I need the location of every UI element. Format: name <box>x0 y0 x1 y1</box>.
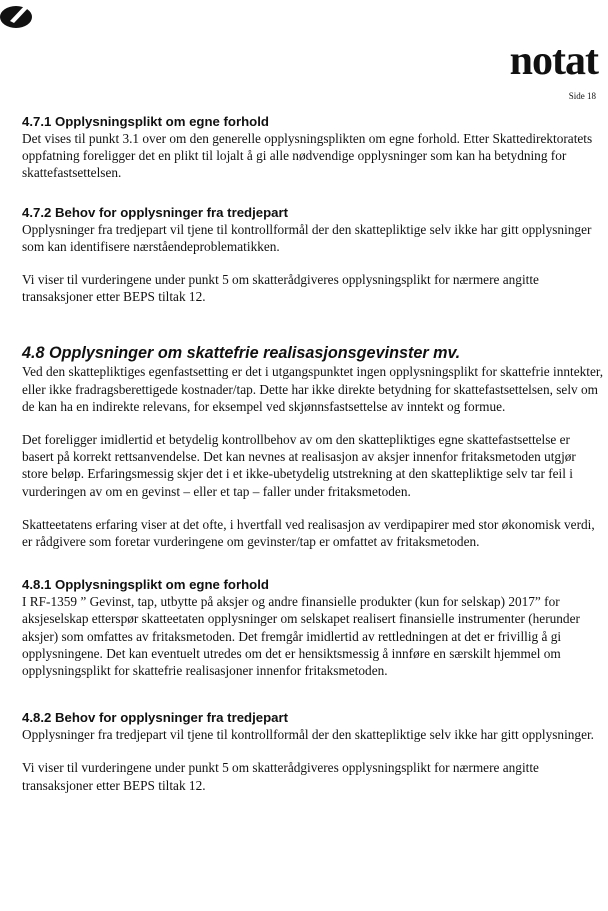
document-body <box>22 112 604 794</box>
paragraph: Skatteetatens erfaring viser at det ofte, i hvertfall ved realisasjon av verdipapirer med stor økonomisk verdi, er rådgivere som foretar vurderingene om gevinster/tap er omfattet av fritaksmetoden. <box>22 516 595 550</box>
tax-authority-logo-icon <box>0 0 36 35</box>
paragraph: Ved den skattepliktiges egenfastsetting er det i utgangspunktet ingen opplysningsplikt for skattefrie inntekter, eller ikke fradragsberettigede kostnader/tap. Dette har ikke direkte betydning for skattefastsettelsen, selv om de kan ha en indirekte relevans, for eksempel ved skjønnsfastsettelse av inntekt og formue. <box>22 364 604 414</box>
paragraph: Det foreligger imidlertid et betydelig kontrollbehov av om den skattepliktiges egne skattefastsettelse er basert på korrekt rettsanvendelse. Det kan nevnes at realisasjon av aksjer innenfor fritaksmetoden utgjør store beløp. Erfaringsmessig skjer det i et ikke-ubetydelig utstrekning at den skattepliktige selv tar feil i vurderingen av om en gevinst – eller et tap – faller under fritaksmetoden. <box>22 432 576 499</box>
section-heading-4-8-1: 4.8.1 Opplysningsplikt om egne forhold <box>22 577 269 593</box>
section-heading-4-7-2: 4.7.2 Behov for opplysninger fra tredjepart <box>22 204 289 220</box>
section-heading-4-7-1: 4.7.1 Opplysningsplikt om egne forhold <box>22 114 269 129</box>
document-type-title: notat <box>509 38 598 84</box>
section-heading-4-8: 4.8 Opplysninger om skattefrie realisasjonsgevinster mv. <box>22 344 461 363</box>
paragraph: Vi viser til vurderingene under punkt 5 om skatterådgiveres opplysningsplikt for nærmere angitte transaksjoner etter BEPS tiltak 12. <box>22 760 539 793</box>
paragraph: I RF-1359 ” Gevinst, tap, utbytte på aksjer og andre finansielle produkter (kun for selskap) 2017” for aksjeselskap etterspør skatteetaten opplysninger om selskapet realisert finansielle instrumenter (herunder aksjer) som omfattes av fritaksmetoden. Det fremgår imidlertid av rettledningen at det er frivillig å gi opplysningene. Det kan eventuelt utredes om det er hensiktsmessig å innføre en særskilt hjemmel om opplysningsplikt for skattefrie realisasjoner innenfor fritaksmetoden. <box>22 594 580 679</box>
section-heading-4-8-2: 4.8.2 Behov for opplysninger fra tredjepart <box>22 710 289 726</box>
page-number: Side 18 <box>568 91 596 101</box>
paragraph: Det vises til punkt 3.1 over om den generelle opplysningsplikten om egne forhold. Etter Skattedirektoratets oppfatning foreligger det en plikt til lojalt å gi alle nødvendige opplysninger som kan ha betydning for skattefastsettelsen. <box>22 131 593 181</box>
paragraph: Opplysninger fra tredjepart vil tjene til kontrollformål der den skattepliktige selv ikke har gitt opplysninger som kan identifisere nærståendeproblematikken. <box>22 221 592 254</box>
paragraph: Vi viser til vurderingene under punkt 5 om skatterådgiveres opplysningsplikt for nærmere angitte transaksjoner etter BEPS tiltak 12. <box>22 272 539 305</box>
paragraph: Opplysninger fra tredjepart vil tjene til kontrollformål der den skattepliktige selv ikke har gitt opplysninger. <box>22 727 594 743</box>
